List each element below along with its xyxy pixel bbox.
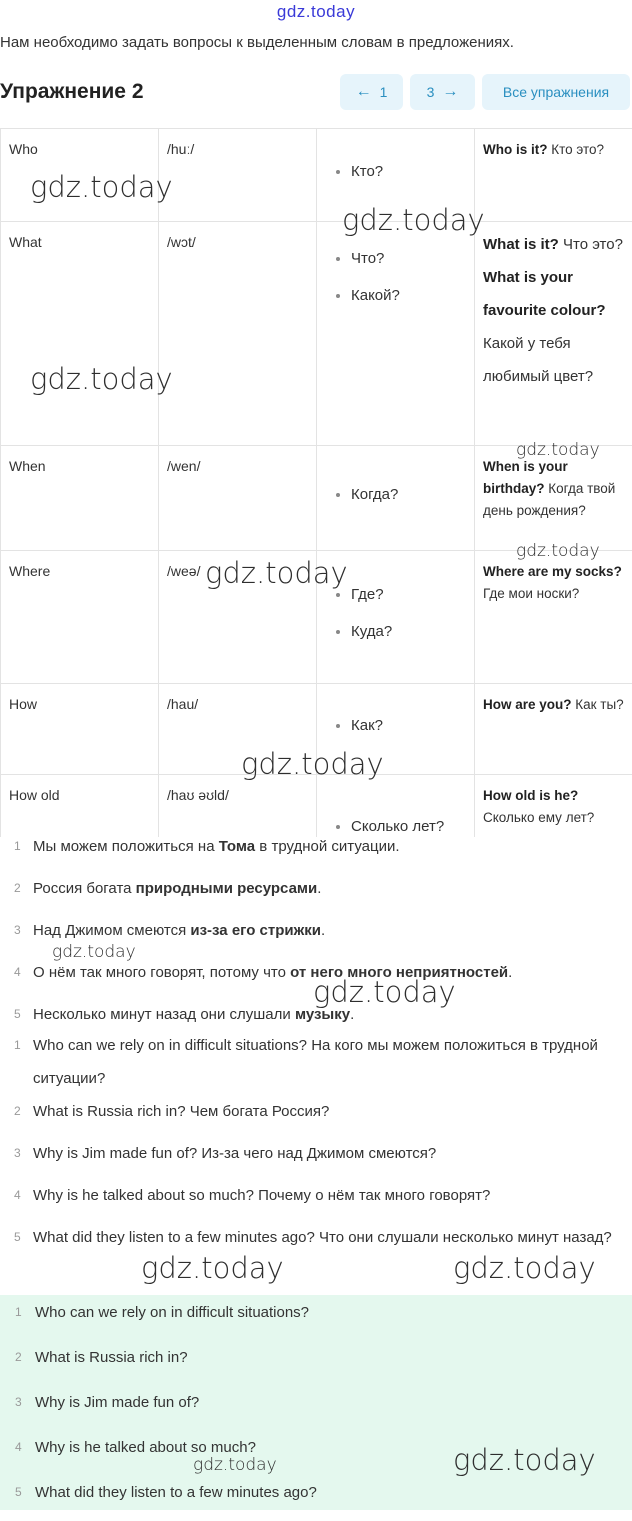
item-number: 1 (14, 1029, 21, 1062)
list-item (0, 1221, 632, 1287)
question-text: Who can we rely on in difficult situations? На кого мы можем положиться в трудной ситуации? (33, 1037, 598, 1087)
transcription-cell: /wen/ (159, 446, 317, 551)
list-item (0, 872, 632, 914)
watermark: gdz.today (241, 747, 384, 781)
answer-text: What is Russia rich in? (35, 1349, 188, 1366)
word-cell: Who (1, 129, 159, 222)
item-number: 1 (14, 830, 21, 863)
sentence-text: Над Джимом смеются (33, 922, 190, 939)
item-number: 2 (15, 1341, 22, 1374)
list-item (0, 1095, 632, 1137)
example-cell (475, 551, 632, 684)
item-number: 5 (14, 1221, 21, 1254)
watermark: gdz.today (30, 170, 173, 204)
watermark: gdz.today (193, 1455, 277, 1475)
word-cell: How old (1, 775, 159, 838)
question-text: What did they listen to a few minutes ago? Что они слушали несколько минут назад? (33, 1229, 612, 1246)
table-row (1, 222, 632, 446)
item-number: 3 (14, 1137, 21, 1170)
item-number: 4 (14, 1179, 21, 1212)
list-item (0, 1341, 632, 1386)
sentence-highlight: из-за его стрижки (190, 922, 321, 939)
sentence-text: . (321, 922, 325, 939)
example-en: When is your birthday? (483, 459, 568, 496)
table-row (1, 775, 632, 838)
prev-exercise-label: 1 (380, 84, 388, 100)
sentences-list (0, 830, 632, 1040)
example-en: What is your favourite colour? (483, 269, 606, 319)
watermark: gdz.today (30, 362, 173, 396)
list-item (0, 1137, 632, 1179)
table-row (1, 551, 632, 684)
exercise-title: Упражнение 2 (0, 80, 144, 104)
translation-item: • Кто? (351, 163, 466, 180)
item-number: 2 (14, 872, 21, 905)
translation-item: • Когда? (351, 486, 466, 503)
example-ru: Когда твой день рождения? (483, 481, 615, 518)
list-item (0, 956, 632, 998)
transcription-cell: /hau/ (159, 684, 317, 775)
item-number: 2 (14, 1095, 21, 1128)
table-row (1, 446, 632, 551)
example-cell (475, 446, 632, 551)
translation-item: • Сколько лет? (351, 818, 466, 835)
word-cell: How (1, 684, 159, 775)
transcription-cell: /haʊ əʊld/ (159, 775, 317, 838)
item-number: 1 (15, 1296, 22, 1329)
example-en: Who is it? (483, 142, 548, 157)
translation-cell (317, 446, 475, 551)
translation-item: • Какой? (351, 287, 466, 304)
transcription-cell: /wɔt/ (159, 222, 317, 446)
example-ru: Кто это? (548, 142, 605, 157)
translation-cell (317, 775, 475, 838)
sentence-text: Несколько минут назад они слушали (33, 1006, 295, 1023)
item-number: 3 (15, 1386, 22, 1419)
sentence-highlight: музыку (295, 1006, 350, 1023)
example-ru: Что это? (559, 236, 623, 253)
example-ru: Как ты? (572, 697, 624, 712)
translation-item: • Как? (351, 717, 466, 734)
word-cell: When (1, 446, 159, 551)
list-item (0, 1029, 632, 1095)
watermark: gdz.today (453, 1251, 596, 1285)
example-en: Where are my socks? (483, 564, 622, 579)
answer-text: What did they listen to a few minutes ago? (35, 1484, 317, 1501)
table-row (1, 684, 632, 775)
prev-exercise-button[interactable] (340, 74, 403, 110)
watermark: gdz.today (205, 556, 348, 590)
translation-cell (317, 551, 475, 684)
item-number: 5 (14, 998, 21, 1031)
table-row (1, 129, 632, 222)
answer-text: Who can we rely on in difficult situations? (35, 1304, 309, 1321)
answer-text: Why is he talked about so much? (35, 1439, 256, 1456)
item-number: 3 (14, 914, 21, 947)
sentence-text: в трудной ситуации. (255, 838, 399, 855)
translated-questions-list (0, 1029, 632, 1287)
question-words-table (0, 128, 632, 837)
item-number: 4 (14, 956, 21, 989)
question-text: Why is he talked about so much? Почему о нём так много говорят? (33, 1187, 490, 1204)
example-cell (475, 684, 632, 775)
word-cell: What (1, 222, 159, 446)
translation-item: • Что? (351, 250, 466, 267)
watermark: gdz.today (313, 975, 456, 1009)
answers-list (0, 1296, 632, 1521)
transcription-cell: /huː/ (159, 129, 317, 222)
item-number: 5 (15, 1476, 22, 1509)
question-text: What is Russia rich in? Чем богата Россия? (33, 1103, 329, 1120)
list-item (0, 830, 632, 872)
sentence-text: О нём так много говорят, потому что (33, 964, 290, 981)
next-exercise-label: 3 (427, 84, 435, 100)
item-number: 4 (15, 1431, 22, 1464)
site-logo[interactable]: gdz.today (0, 2, 632, 22)
transcription-cell: /weə/ (159, 551, 317, 684)
translation-cell (317, 684, 475, 775)
watermark: gdz.today (516, 541, 600, 561)
sentence-text: . (350, 1006, 354, 1023)
list-item (0, 1179, 632, 1221)
arrow-right-icon: → (442, 83, 458, 101)
sentence-highlight: от него много неприятностей (290, 964, 508, 981)
list-item (0, 1296, 632, 1341)
example-cell (475, 222, 632, 446)
translation-cell (317, 222, 475, 446)
list-item (0, 1386, 632, 1431)
all-exercises-button[interactable] (482, 74, 630, 110)
answer-text: Why is Jim made fun of? (35, 1394, 199, 1411)
translation-item: • Куда? (351, 623, 466, 640)
example-en: How are you? (483, 697, 572, 712)
example-ru: Сколько ему лет? (483, 810, 594, 825)
sentence-highlight: Тома (219, 838, 255, 855)
example-ru: Где мои носки? (483, 586, 579, 601)
sentence-text: Мы можем положиться на (33, 838, 219, 855)
watermark: gdz.today (141, 1251, 284, 1285)
sentence-text: . (317, 880, 321, 897)
example-en: How old is he? (483, 788, 578, 803)
translation-cell (317, 129, 475, 222)
watermark: gdz.today (52, 942, 136, 962)
list-item (0, 1476, 632, 1521)
arrow-left-icon: ← (356, 83, 372, 101)
translation-item: • Где? (351, 586, 466, 603)
watermark: gdz.today (453, 1443, 596, 1477)
all-exercises-label: Все упражнения (503, 84, 609, 100)
sentence-text: Россия богата (33, 880, 136, 897)
intro-text: Нам необходимо задать вопросы к выделенным словам в предложениях. (0, 34, 514, 51)
example-ru: Какой у тебя любимый цвет? (483, 335, 593, 385)
sentence-text: . (508, 964, 512, 981)
example-en: What is it? (483, 236, 559, 253)
question-text: Why is Jim made fun of? Из-за чего над Джимом смеются? (33, 1145, 436, 1162)
next-exercise-button[interactable] (410, 74, 475, 110)
list-item (0, 1431, 632, 1476)
sentence-highlight: природными ресурсами (136, 880, 318, 897)
example-cell (475, 775, 632, 838)
word-cell: Where (1, 551, 159, 684)
watermark: gdz.today (342, 203, 485, 237)
list-item (0, 914, 632, 956)
example-cell (475, 129, 632, 222)
watermark: gdz.today (516, 440, 600, 460)
